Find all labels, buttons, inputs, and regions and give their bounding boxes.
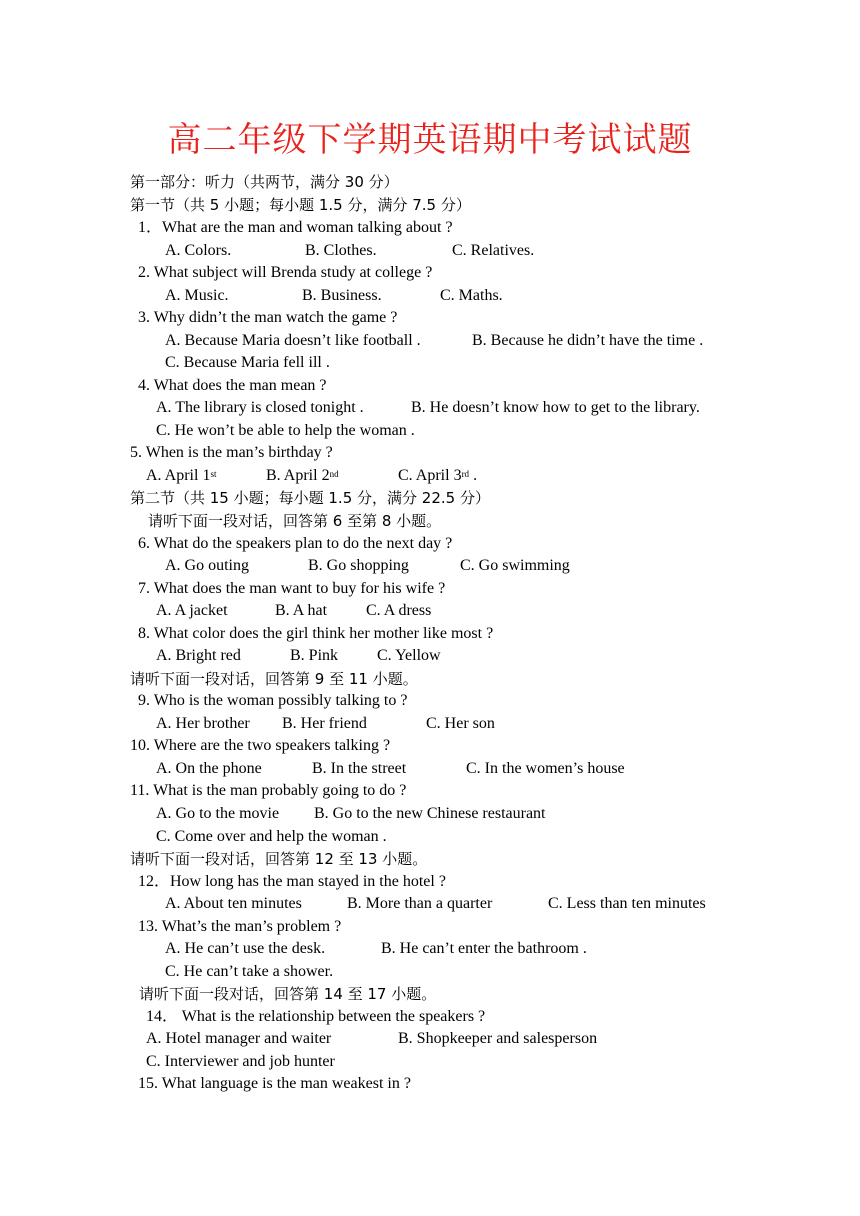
section1-heading: 第一节（共 5 小题；每小题 1.5 分，满分 7.5 分）	[130, 196, 471, 214]
option-10b: B. In the street	[312, 760, 407, 777]
option-11b: B. Go to the new Chinese restaurant	[314, 805, 546, 822]
question-13: 13. What’s the man’s problem ?	[138, 918, 342, 935]
option-3a: A. Because Maria doesn’t like football .	[165, 332, 421, 349]
options-5	[0, 465, 860, 487]
option-2b: B. Business.	[302, 287, 382, 304]
option-9b: B. Her friend	[282, 715, 367, 732]
options-8	[0, 645, 860, 667]
option-12b: B. More than a quarter	[347, 895, 493, 912]
option-11c: C. Come over and help the woman .	[156, 828, 387, 845]
question-7: 7. What does the man want to buy for his wife ?	[138, 580, 446, 597]
option-6b: B. Go shopping	[308, 557, 409, 574]
option-9a: A. Her brother	[156, 715, 250, 732]
option-9c: C. Her son	[426, 715, 495, 732]
options-6	[0, 555, 860, 577]
option-7b: B. A hat	[275, 602, 328, 619]
option-3b: B. Because he didn’t have the time .	[472, 332, 704, 349]
option-12a: A. About ten minutes	[165, 895, 302, 912]
options-2	[0, 285, 860, 307]
question-4: 4. What does the man mean ?	[138, 377, 327, 394]
option-1b: B. Clothes.	[305, 242, 377, 259]
options-4	[0, 397, 860, 419]
part1-heading: 第一部分：听力（共两节，满分 30 分）	[130, 173, 399, 191]
option-8b: B. Pink	[290, 647, 339, 664]
options-7	[0, 600, 860, 622]
question-8: 8. What color does the girl think her mother like most ?	[138, 625, 494, 642]
options-3	[0, 330, 860, 352]
instruction-14-17: 请听下面一段对话，回答第 14 至 17 小题。	[139, 985, 437, 1003]
option-14a: A. Hotel manager and waiter	[146, 1030, 332, 1047]
question-15: 15. What language is the man weakest in ?	[138, 1075, 411, 1092]
options-14	[0, 1028, 860, 1050]
option-13c: C. He can’t take a shower.	[165, 963, 334, 980]
option-7c: C. A dress	[366, 602, 432, 619]
question-1: 1．What are the man and woman talking about ?	[138, 219, 453, 236]
instruction-6-8: 请听下面一段对话，回答第 6 至第 8 小题。	[148, 512, 442, 530]
page-title: 高二年级下学期英语期中考试试题	[167, 120, 693, 160]
option-4b: B. He doesn’t know how to get to the library.	[411, 399, 700, 416]
option-3c: C. Because Maria fell ill .	[165, 354, 330, 371]
question-12: 12．How long has the man stayed in the hotel ?	[138, 873, 446, 890]
option-4a: A. The library is closed tonight .	[156, 399, 364, 416]
options-1	[0, 240, 860, 262]
options-11	[0, 803, 860, 825]
question-6: 6. What do the speakers plan to do the next day ?	[138, 535, 453, 552]
options-10	[0, 758, 860, 780]
option-14c: C. Interviewer and job hunter	[146, 1053, 335, 1070]
option-2a: A. Music.	[165, 287, 229, 304]
option-5a: A. April 1st	[146, 467, 217, 484]
option-8a: A. Bright red	[156, 647, 241, 664]
option-10a: A. On the phone	[156, 760, 262, 777]
section2-heading: 第二节（共 15 小题；每小题 1.5 分，满分 22.5 分）	[130, 489, 490, 507]
option-7a: A. A jacket	[156, 602, 228, 619]
option-8c: C. Yellow	[377, 647, 441, 664]
options-9	[0, 713, 860, 735]
question-2: 2. What subject will Brenda study at college ?	[138, 264, 433, 281]
option-1a: A. Colors.	[165, 242, 232, 259]
option-11a: A. Go to the movie	[156, 805, 280, 822]
question-5: 5. When is the man’s birthday ?	[130, 444, 333, 461]
instruction-9-11: 请听下面一段对话，回答第 9 至 11 小题。	[130, 670, 418, 688]
question-3: 3. Why didn’t the man watch the game ?	[138, 309, 398, 326]
option-12c: C. Less than ten minutes	[548, 895, 706, 912]
option-4c: C. He won’t be able to help the woman .	[156, 422, 415, 439]
question-11: 11. What is the man probably going to do ?	[130, 782, 407, 799]
question-10: 10. Where are the two speakers talking ?	[130, 737, 391, 754]
option-13b: B. He can’t enter the bathroom .	[381, 940, 587, 957]
option-2c: C. Maths.	[440, 287, 503, 304]
option-14b: B. Shopkeeper and salesperson	[398, 1030, 598, 1047]
option-6c: C. Go swimming	[460, 557, 570, 574]
option-5b: B. April 2nd	[266, 467, 339, 484]
option-13a: A. He can’t use the desk.	[165, 940, 326, 957]
option-5c: C. April 3rd .	[398, 467, 478, 484]
option-6a: A. Go outing	[165, 557, 249, 574]
options-12	[0, 893, 860, 915]
option-10c: C. In the women’s house	[466, 760, 625, 777]
instruction-12-13: 请听下面一段对话，回答第 12 至 13 小题。	[130, 850, 428, 868]
question-9: 9. Who is the woman possibly talking to ?	[138, 692, 408, 709]
option-1c: C. Relatives.	[452, 242, 535, 259]
options-13	[0, 938, 860, 960]
question-14: 14． What is the relationship between the speakers ?	[146, 1008, 486, 1025]
